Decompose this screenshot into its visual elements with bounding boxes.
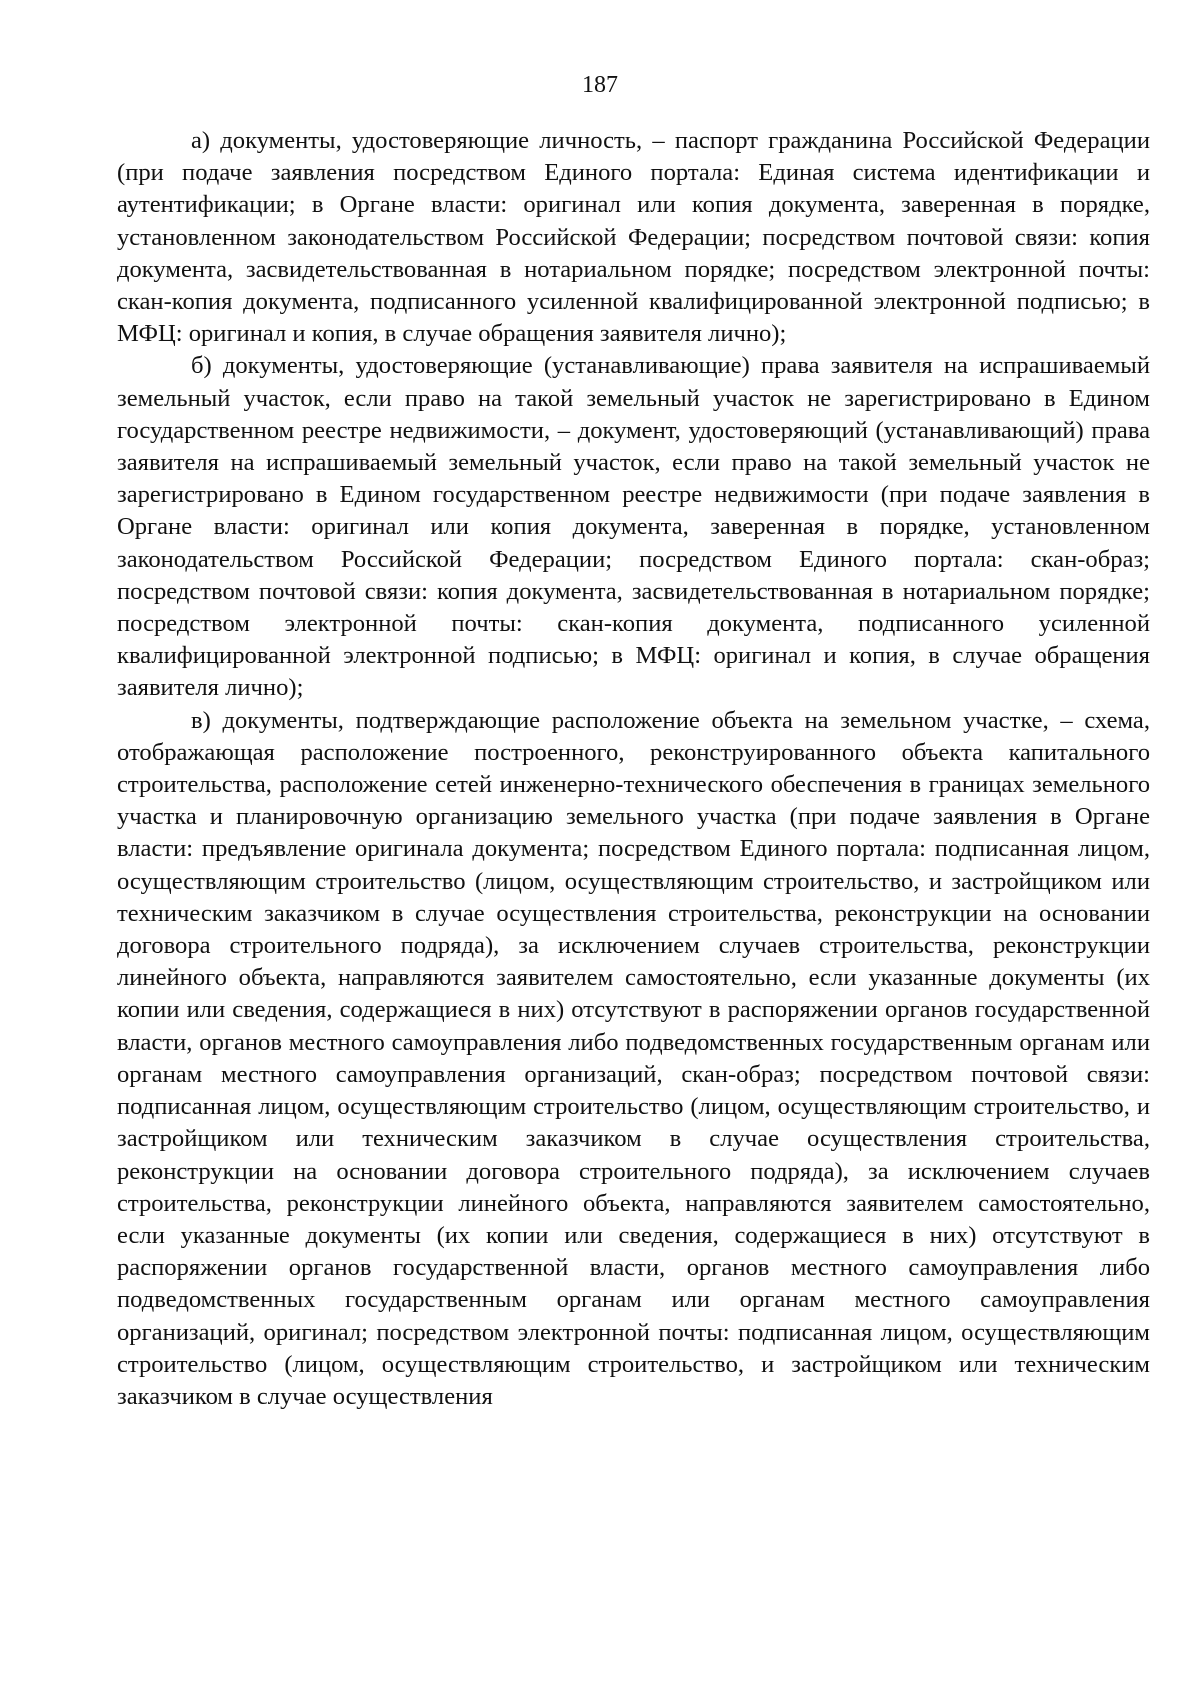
paragraph-a: а) документы, удостоверяющие личность, – паспорт гражданина Российской Федерации (при подаче заявления посредством Единого портала: Единая система идентификации и аутентификации; в Органе власти: оригинал или копия документа, заверенная в порядке, установленном законодательством Российской Федерации; посредством почтовой связи: копия документа, засвидетельствованная в нотариальном порядке; посредством электронной почты: скан-копия документа, подписанного усиленной квалифицированной электронной подписью; в МФЦ: оригинал и копия, в случае обращения заявителя лично);	[117, 127, 1150, 348]
document-body	[117, 125, 1150, 1413]
paragraph-c: в) документы, подтверждающие расположение объекта на земельном участке, – схема, отображающая расположение построенного, реконструированного объекта капитального строительства, расположение сетей инженерно-технического обеспечения в границах земельного участка и планировочную организацию земельного участка (при подаче заявления в Органе власти: предъявление оригинала документа; посредством Единого портала: подписанная лицом, осуществляющим строительство (лицом, осуществляющим строительство, и застройщиком или техническим заказчиком в случае осуществления строительства, реконструкции на основании договора строительного подряда), за исключением случаев строительства, реконструкции линейного объекта, направляются заявителем самостоятельно, если указанные документы (их копии или сведения, содержащиеся в них) отсутствуют в распоряжении органов государственной власти, органов местного самоуправления либо подведомственных государственным органам или органам местного самоуправления организаций, скан-образ; посредством почтовой связи: подписанная лицом, осуществляющим строительство (лицом, осуществляющим строительство, и застройщиком или техническим заказчиком в случае осуществления строительства, реконструкции на основании договора строительного подряда), за исключением случаев строительства, реконструкции линейного объекта, направляются заявителем самостоятельно, если указанные документы (их копии или сведения, содержащиеся в них) отсутствуют в распоряжении органов государственной власти, органов местного самоуправления либо подведомственных государственным органам или органам местного самоуправления организаций, оригинал; посредством электронной почты: подписанная лицом, осуществляющим строительство (лицом, осуществляющим строительство, и застройщиком или техническим заказчиком в случае осуществления	[117, 706, 1150, 1410]
paragraph-b: б) документы, удостоверяющие (устанавливающие) права заявителя на испрашиваемый земельный участок, если право на такой земельный участок не зарегистрировано в Едином государственном реестре недвижимости, – документ, удостоверяющий (устанавливающий) права заявителя на испрашиваемый земельный участок, если право на такой земельный участок не зарегистрировано в Едином государственном реестре недвижимости (при подаче заявления в Органе власти: оригинал или копия документа, заверенная в порядке, установленном законодательством Российской Федерации; посредством Единого портала: скан-образ; посредством почтовой связи: копия документа, засвидетельствованная в нотариальном порядке; посредством электронной почты: скан-копия документа, подписанного усиленной квалифицированной электронной подписью; в МФЦ: оригинал и копия, в случае обращения заявителя лично);	[117, 352, 1150, 702]
page-number: 187	[582, 72, 618, 98]
